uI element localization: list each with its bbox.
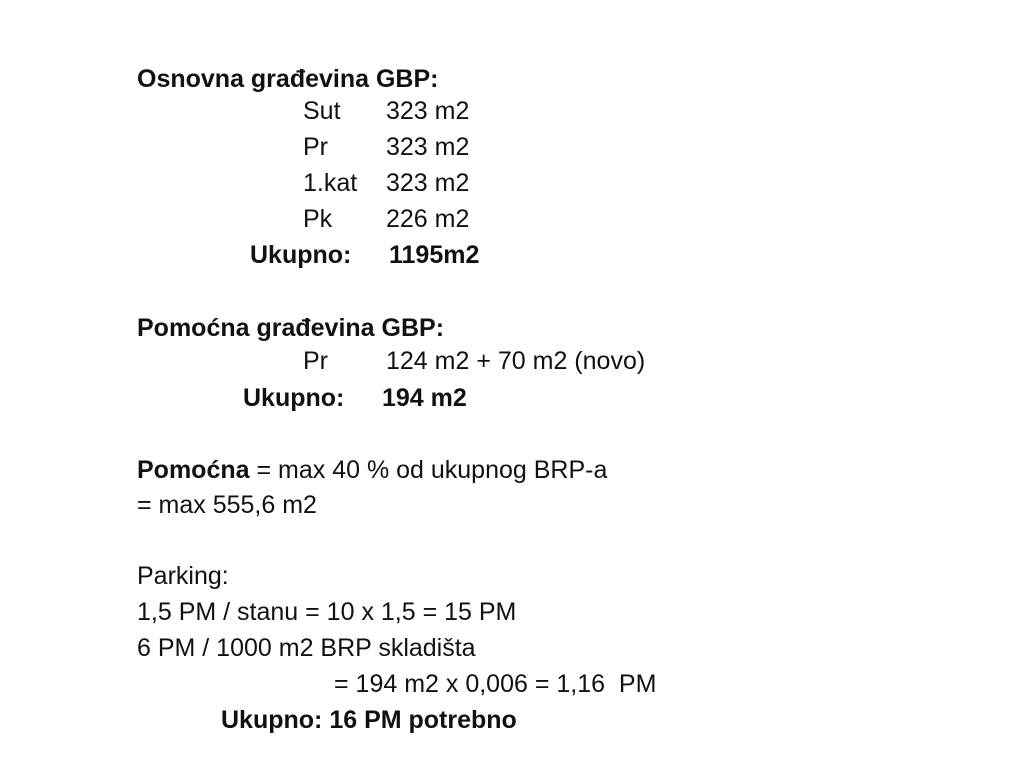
floor-label-sut: Sut (303, 97, 341, 125)
auxiliary-rule-text: = max 40 % od ukupnog BRP-a (249, 456, 608, 484)
parking-heading: Parking: (137, 562, 229, 590)
parking-line1: 1,5 PM / stanu = 10 x 1,5 = 15 PM (137, 598, 517, 626)
floor-label-pr: Pr (303, 133, 328, 161)
auxiliary-rule-line2: = max 555,6 m2 (137, 491, 317, 519)
floor-label-pk: Pk (303, 205, 333, 233)
auxiliary-building-heading: Pomoćna građevina GBP: (137, 314, 445, 342)
floor-value-pr: 323 m2 (386, 133, 470, 161)
auxiliary-floor-value: 124 m2 + 70 m2 (novo) (386, 347, 646, 375)
auxiliary-total-label: Ukupno: (243, 384, 345, 412)
auxiliary-total-value: 194 m2 (382, 384, 467, 412)
parking-total: Ukupno: 16 PM potrebno (221, 706, 517, 734)
auxiliary-rule-line1 (137, 455, 607, 485)
main-total-value: 1195m2 (389, 241, 480, 269)
parking-line2: 6 PM / 1000 m2 BRP skladišta (137, 634, 476, 662)
floor-value-1kat: 323 m2 (386, 169, 470, 197)
floor-value-pk: 226 m2 (386, 205, 470, 233)
main-total-label: Ukupno: (250, 241, 352, 269)
floor-value-sut: 323 m2 (386, 97, 470, 125)
parking-line3: = 194 m2 x 0,006 = 1,16 PM (334, 670, 657, 698)
auxiliary-rule-term: Pomoćna (137, 456, 250, 484)
main-building-heading: Osnovna građevina GBP: (137, 65, 439, 93)
floor-label-1kat: 1.kat (303, 169, 358, 197)
auxiliary-floor-label: Pr (303, 347, 328, 375)
